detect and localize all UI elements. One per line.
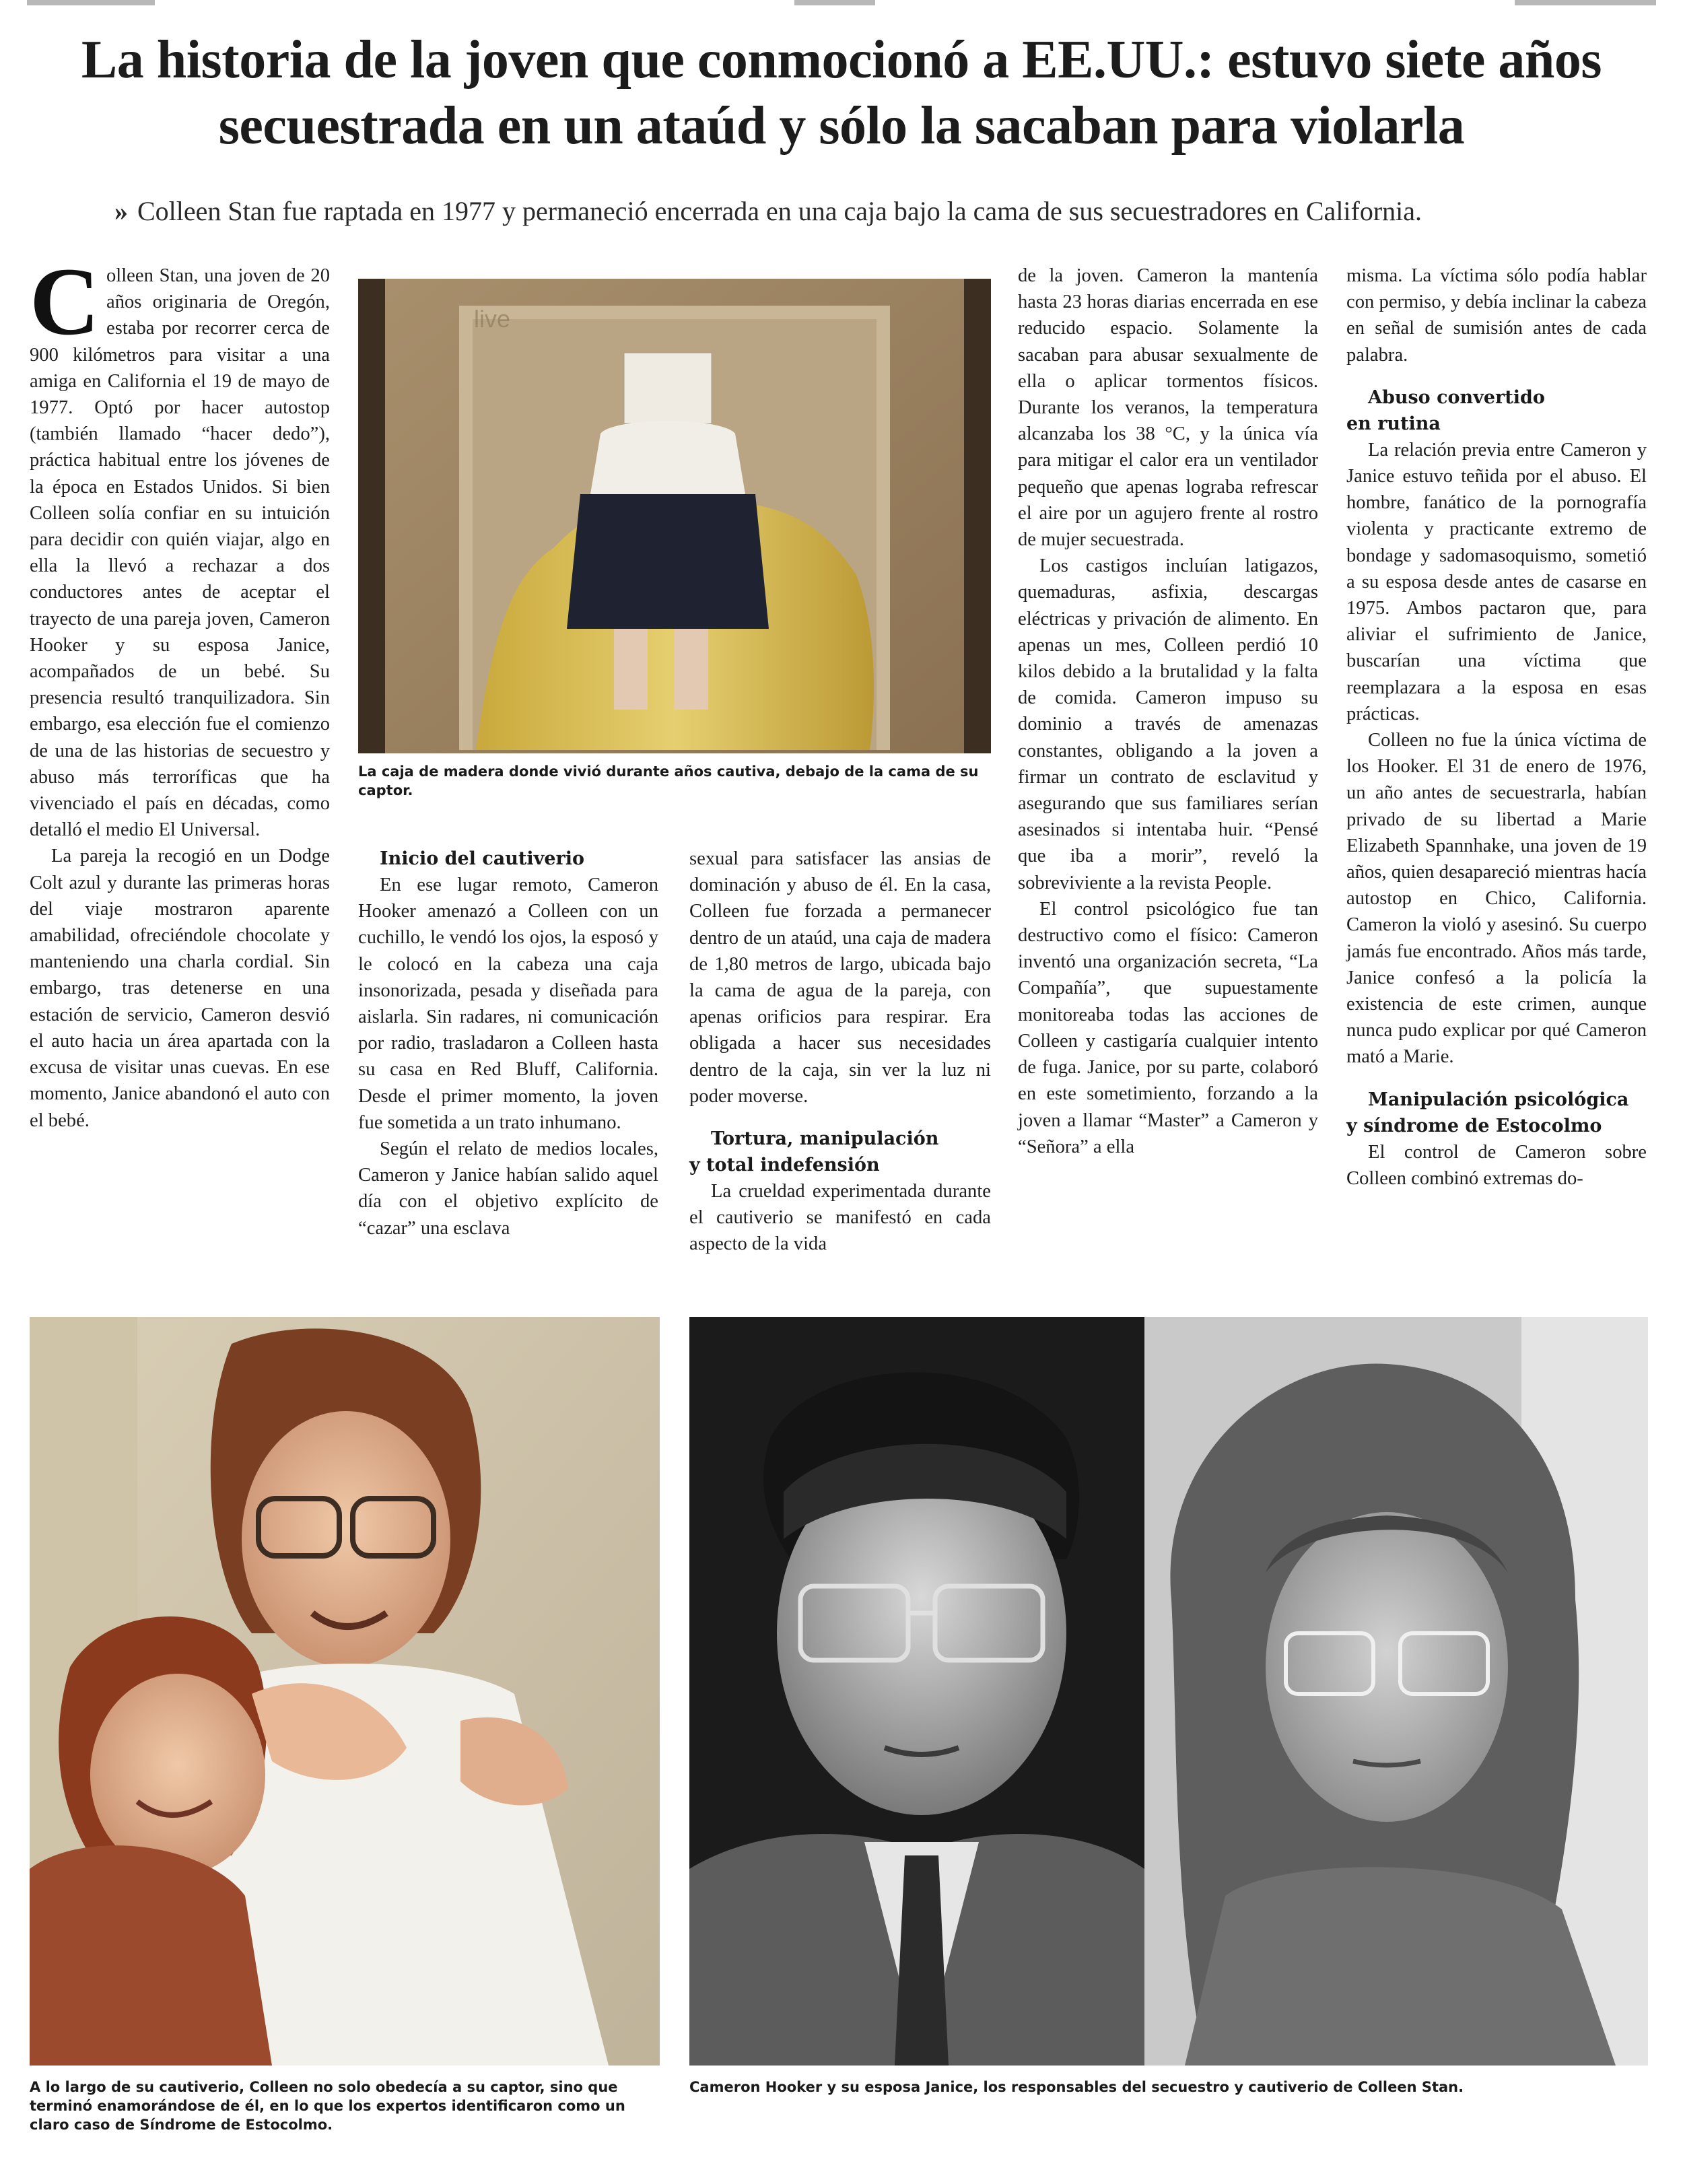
article-column-1 bbox=[30, 248, 330, 1134]
paragraph: Los castigos incluían latigazos, quemaduras, asfixia, descargas eléctricas y privación de alimento. En apenas un mes, Colleen perdió 10 kilos debido a la brutalidad y la falta de comida. Cameron impuso su dominio a través de amenazas constantes, obligando a la joven a firmar un contrato de esclavitud y asegurando que sus familiares serían asesinados si intentaba huir. “Pensé que iba a morir”, reveló la sobreviviente a la revista People. bbox=[1018, 555, 1318, 893]
coffin-photo bbox=[358, 279, 991, 753]
couple-photo-caption: A lo largo de su cautiverio, Colleen no solo obedecía a su captor, sino que terminó enamorándose de él, en lo que los expertos identificaron como un claro caso de Síndrome de Estocolmo. bbox=[30, 2079, 625, 2133]
article-column-3 bbox=[689, 846, 991, 1258]
paragraph: El control psicológico fue tan destructivo como el físico: Cameron inventó una organización secreta, “La Compañía”, que supuestamente monitoreaba todas las acciones de Colleen y castigaría cualquier intento de fuga. Janice, por su parte, colaboró en este sometimiento, forzando a la joven a llamar “Master” a Cameron y “Señora” a ella bbox=[1018, 898, 1318, 1157]
section-subtitle: Tortura, manipulación y total indefensión bbox=[689, 1128, 939, 1176]
subheadline bbox=[114, 194, 1595, 229]
top-crop-strip bbox=[0, 0, 1683, 9]
subheadline-text: Colleen Stan fue raptada en 1977 y permaneció encerrada en una caja bajo la cama de sus secuestradores en California. bbox=[137, 196, 1422, 226]
watermark: live bbox=[474, 305, 511, 333]
section-subtitle: Manipulación psicológica y síndrome de Estocolmo bbox=[1346, 1089, 1629, 1136]
article-column-2 bbox=[358, 846, 658, 1241]
paragraph: Según el relato de medios locales, Cameron y Janice habían salido aquel día con el objetivo explícito de “cazar” una esclava bbox=[358, 1138, 658, 1239]
paragraph: En ese lugar remoto, Cameron Hooker amenazó a Colleen con un cuchillo, le vendó los ojos, la esposó y le colocó en la cabeza una caja insonorizada, pesada y diseñada para aislarla. Sin radares, ni comunicación por radio, trasladaron a Colleen hasta su casa en Red Bluff, California. Desde el primer momento, la joven fue sometida a un trato inhumano. bbox=[358, 875, 658, 1133]
article-column-4 bbox=[1018, 263, 1318, 1160]
paragraph: La crueldad experimentada durante el cautiverio se manifestó en cada aspecto de la vida bbox=[689, 1181, 991, 1255]
paragraph: misma. La víctima sólo podía hablar con permiso, y debía inclinar la cabeza en señal de sumisión antes de cada palabra. bbox=[1346, 265, 1647, 366]
section-subtitle: Abuso convertido en rutina bbox=[1346, 386, 1545, 434]
paragraph: El control de Cameron sobre Colleen combinó extremas do- bbox=[1346, 1141, 1647, 1189]
couple-photo bbox=[30, 1317, 660, 2066]
paragraph: olleen Stan, una joven de 20 años originaria de Oregón, estaba por recorrer cerca de 900 kilómetros para visitar a una amiga en California el 19 de mayo de 1977. Optó por hacer autostop (también llamado “hacer dedo”), práctica habitual entre los jóvenes de la época en Estados Unidos. Si bien Colleen solía confiar en su intuición para decidir con quién viajar, algo en ella la llevó a rechazar a dos conductores antes de aceptar el trayecto de una pareja joven, Cameron Hooker y su esposa Janice, acompañados de un bebé. Su presencia resultó tranquilizadora. Sin embargo, esa elección fue el comienzo de una de las historias de secuestro y abuso más terroríficas que ha vivenciado el país en décadas, como detalló el medio El Universal. bbox=[30, 265, 330, 841]
cameron-hooker-photo bbox=[689, 1317, 1144, 2066]
section-subtitle: Inicio del cautiverio bbox=[380, 848, 584, 869]
paragraph: Colleen no fue la única víctima de los Hooker. El 31 de enero de 1976, un año antes de secuestrarla, habían privado de su libertad a Marie Elizabeth Spannhake, una joven de 19 años, quien desapareció mientras hacía autostop en Chico, California. Cameron la violó y asesinó. Su cuerpo jamás fue encontrado. Años más tarde, Janice confesó a la policía la existencia de este crimen, aunque nunca pudo explicar por qué Cameron mató a Marie. bbox=[1346, 730, 1647, 1068]
coffin-photo-caption: La caja de madera donde vivió durante años cautiva, debajo de la cama de su captor. bbox=[358, 763, 979, 798]
paragraph: La relación previa entre Cameron y Janice estuvo teñida por el abuso. El hombre, fanático de la pornografía violenta y practicante extremo de bondage y sadomasoquismo, sometió a su esposa desde antes de casarse en 1975. Ambos pactaron que, para aliviar el sufrimiento de Janice, buscarían una víctima que reemplazara a la esposa en esas prácticas. bbox=[1346, 439, 1647, 724]
paragraph: de la joven. Cameron la mantenía hasta 23 horas diarias encerrada en ese reducido espacio. Solamente la sacaban para abusar sexualmente de ella o aplicar tormentos físicos. Durante los veranos, la temperatura alcanzaba los 38 °C, y la única vía para mitigar el calor era un ventilador pequeño que apenas lograba refrescar el aire por un agujero frente al rostro de mujer secuestrada. bbox=[1018, 265, 1318, 551]
paragraph: La pareja la recogió en un Dodge Colt azul y durante las primeras horas del viaje mostraron aparente amabilidad, ofreciéndole chocolate y manteniendo una charla cordial. Sin embargo, tras detenerse en una estación de servicio, Cameron desvió el auto hacia un área apartada con la excusa de visitar unas cuevas. En ese momento, Janice abandonó el auto con el bebé. bbox=[30, 846, 330, 1131]
paragraph: sexual para satisfacer las ansias de dominación y abuso de él. En la casa, Colleen fue forzada a permanecer dentro de un ataúd, una caja de madera de 1,80 metros de largo, ubicada bajo la cama de agua de la pareja, con apenas orificios para respirar. Era obligada a hacer sus necesidades dentro de la caja, sin ver la luz ni poder moverse. bbox=[689, 848, 991, 1107]
janice-photo bbox=[1144, 1317, 1648, 2066]
hooker-couple-photo-caption: Cameron Hooker y su esposa Janice, los responsables del secuestro y cautiverio de Colleen Stan. bbox=[689, 2079, 1464, 2095]
article-column-5 bbox=[1346, 263, 1647, 1192]
chevron-right-icon: » bbox=[114, 196, 128, 226]
page-headline: La historia de la joven que conmocionó a EE.UU.: estuvo siete años secuestrada en un ataúd y sólo la sacaban para violarla bbox=[81, 30, 1602, 156]
drop-cap: C bbox=[30, 248, 100, 355]
